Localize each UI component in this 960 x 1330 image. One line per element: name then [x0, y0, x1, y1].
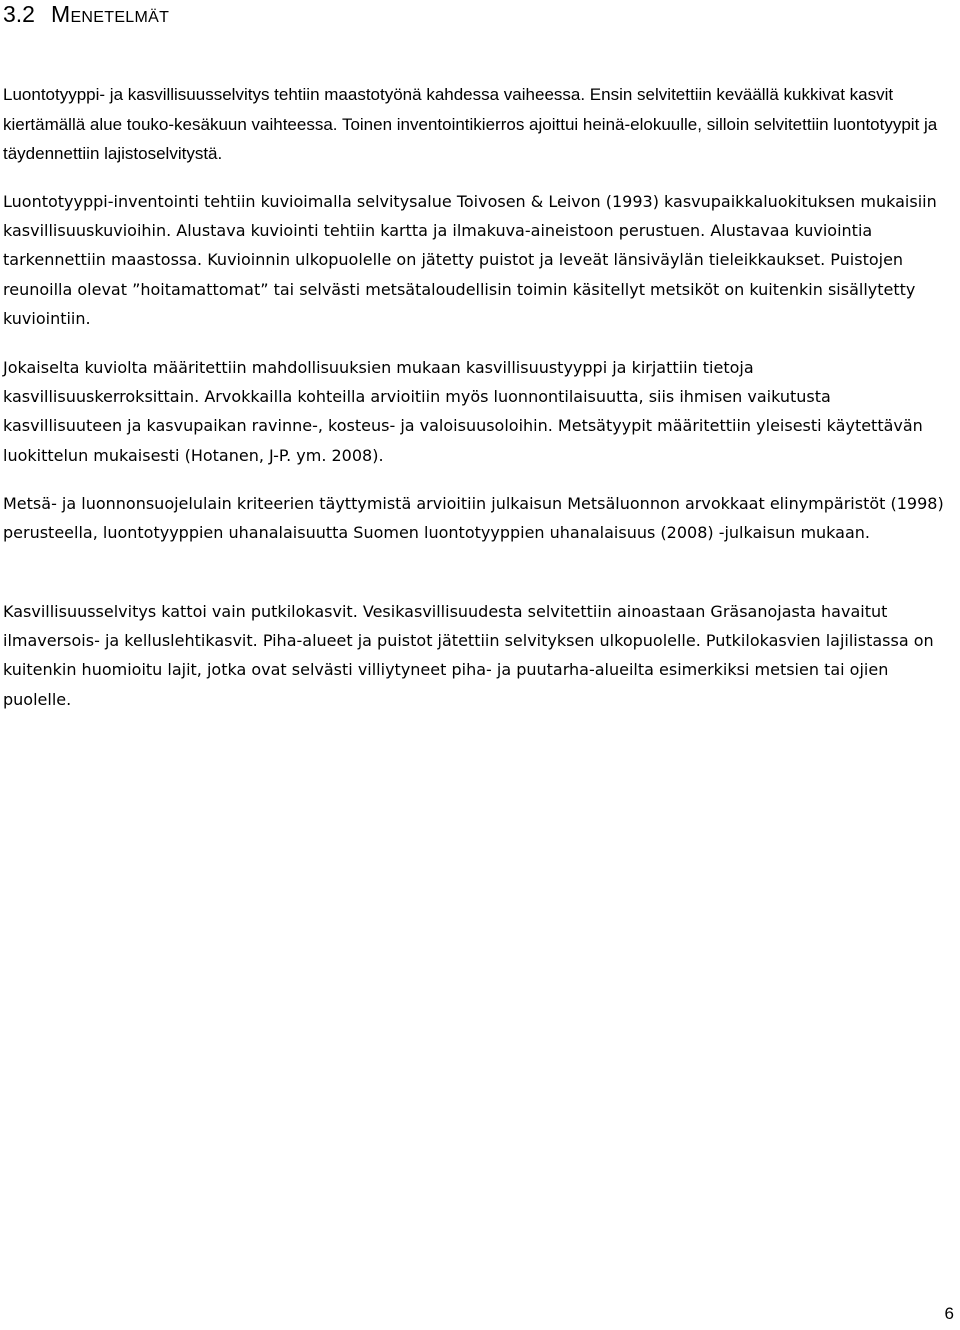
- paragraph-vascular-plants: Kasvillisuusselvitys kattoi vain putkilokasvit. Vesikasvillisuudesta selvitettiin ainoastaan Gräsanojasta havaitut ilmaversois- ja kelluslehtikasvit. Piha-alueet ja puistot jätettiin selvityksen ulkopuolelle. Putkilokasvien lajilistassa on kuitenkin huomioitu lajit, jotka ovat selvästi villiytyneet piha- ja puutarha-alueilta esimerkiksi metsien tai ojien puolelle.: [3, 602, 934, 709]
- paragraph-habitat-inventory: Luontotyyppi-inventointi tehtiin kuvioimalla selvitysalue Toivosen & Leivon (1993) kasvupaikkaluokituksen mukaisiin kasvillisuuskuvioihin. Alustava kuviointi tehtiin kartta ja ilmakuva-aineistoon perustuen. Alustavaa kuviointia tarkennettiin maastossa. Kuvioinnin ulkopuolelle on jätetty puistot ja leveät länsiväylän tieleikkaukset. Puistojen reunoilla olevat ”hoitamattomat” tai selvästi metsätaloudellisin toimin käsitellyt metsiköt on kuitenkin sisällytetty kuviointiin.: [3, 192, 937, 328]
- page-number: 6: [944, 1304, 954, 1323]
- section-number: 3.2: [3, 1, 35, 27]
- paragraph-criteria: Metsä- ja luonnonsuojelulain kriteerien täyttymistä arvioitiin julkaisun Metsäluonnon arvokkaat elinympäristöt (1998) perusteella, luontotyyppien uhanalaisuutta Suomen luontotyyppien uhanalaisuus (2008) -julkaisun mukaan.: [3, 494, 944, 543]
- paragraph-fieldwork: Luontotyyppi- ja kasvillisuusselvitys tehtiin maastotyönä kahdessa vaiheessa. Ensin selvitettiin keväällä kukkivat kasvit kiertämällä alue touko-kesäkuun vaihteessa. Toinen inventointikierros ajoittui heinä-elokuulle, silloin selvitettiin luontotyypit ja täydennettiin lajistoselvitystä.: [3, 85, 938, 163]
- section-heading: [3, 0, 169, 28]
- paragraph-vegetation-types: Jokaiselta kuviolta määritettiin mahdollisuuksien mukaan kasvillisuustyyppi ja kirjattiin tietoja kasvillisuuskerroksittain. Arvokkailla kohteilla arvioitiin myös luonnontilaisuutta, siis ihmisen vaikutusta kasvillisuuteen ja kasvupaikan ravinne-, kosteus- ja valoisuusoloihin. Metsätyypit määritettiin yleisesti käytettävän luokittelun mukaisesti (Hotanen, J-P. ym. 2008).: [3, 358, 923, 465]
- section-title: Menetelmät: [50, 1, 170, 27]
